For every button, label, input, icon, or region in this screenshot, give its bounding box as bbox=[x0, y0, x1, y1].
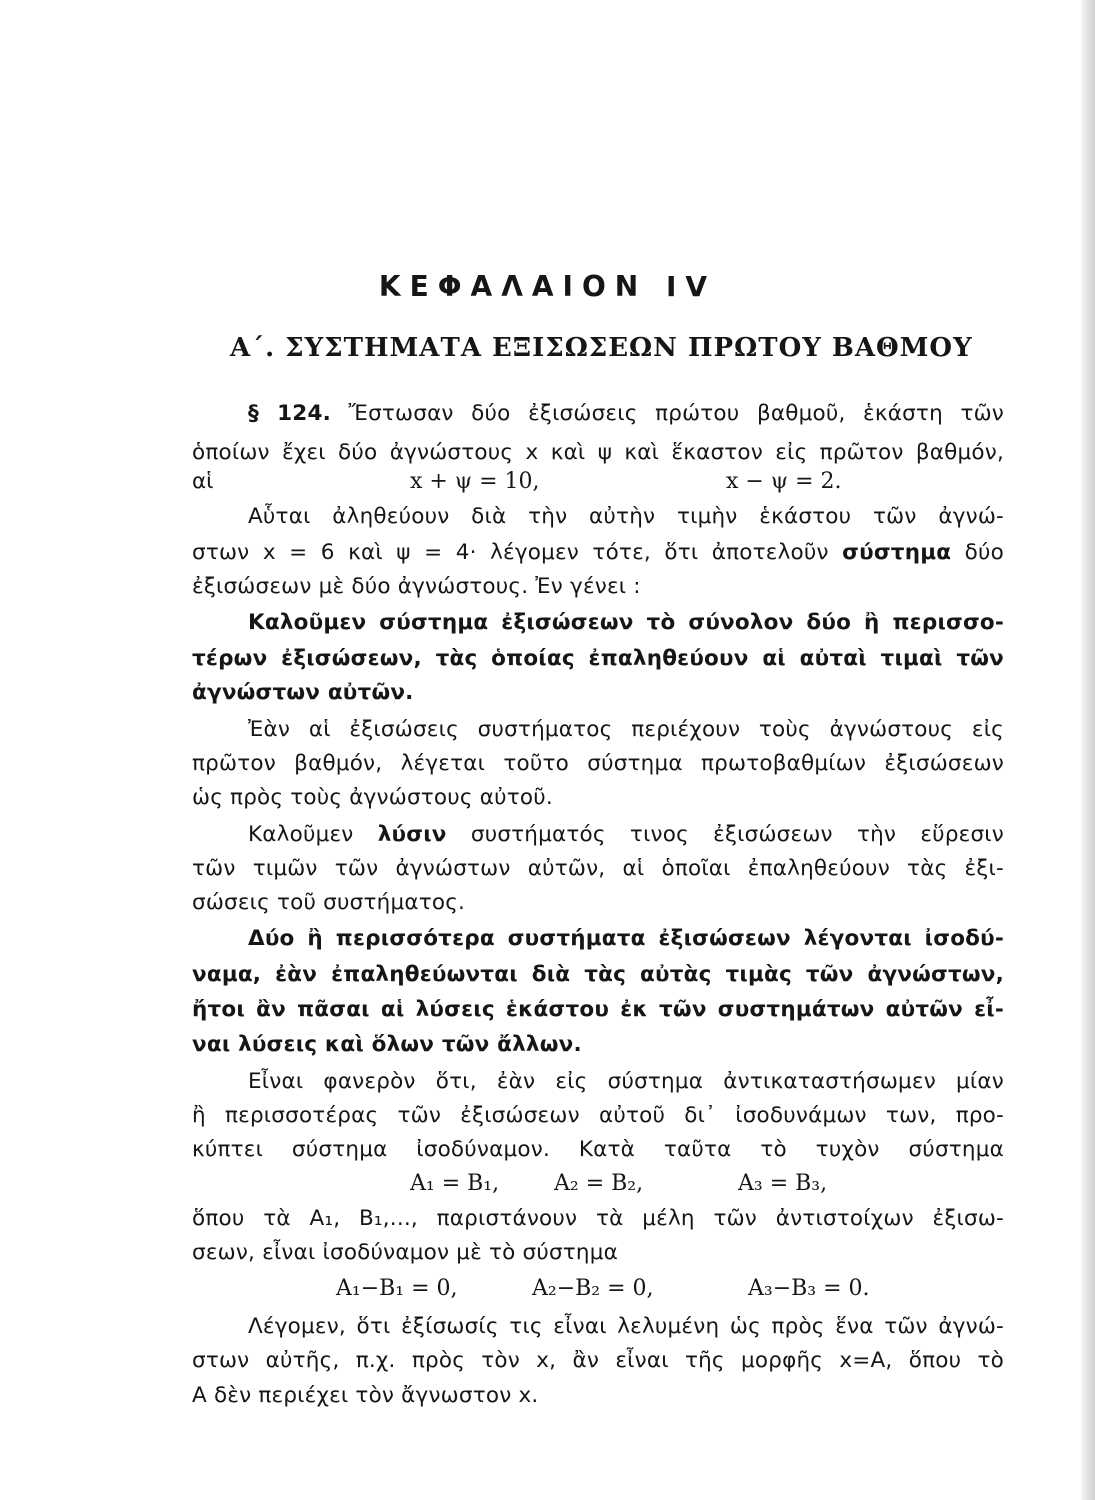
equation-a2-b2: A₂ = B₂, bbox=[554, 1171, 644, 1196]
equation-a3-b3: A₃ = B₃, bbox=[738, 1171, 828, 1196]
paragraph-5-line-4: ὅπου τὰ A₁, B₁,..., παριστάνουν τὰ μέλη τῶν ἀντιστοίχων ἐξισω- bbox=[192, 1206, 1004, 1231]
equation-a1-b1: A₁ = B₁, bbox=[410, 1171, 500, 1196]
paragraph-5-line-3: κύπτει σύστημα ἰσοδύναμον. Κατὰ ταῦτα τὸ τυχὸν σύστημα bbox=[192, 1137, 1004, 1162]
definition-system-line-3: ἀγνώστων αὐτῶν. bbox=[192, 680, 414, 705]
definition-equivalent-line-2: ναμα, ἐὰν ἐπαληθεύωνται διὰ τὰς αὐτὰς τιμὰς τῶν ἀγνώστων, bbox=[192, 962, 1004, 987]
section-number: § 124. bbox=[248, 401, 331, 426]
paragraph-5-line-2: ἢ περισσοτέρας τῶν ἐξισώσεων αὐτοῦ δι᾽ ἰσοδυνάμων των, προ- bbox=[192, 1103, 1004, 1128]
definition-system-line-1: Καλοῦμεν σύστημα ἐξισώσεων τὸ σύνολον δύο ἢ περισσο- bbox=[248, 610, 1004, 635]
paragraph-2-line-2: στων x = 6 καὶ ψ = 4· λέγομεν τότε, ὅτι ἀποτελοῦν σύστημα δύο bbox=[192, 540, 1004, 565]
paragraph-4-line-1: Καλοῦμεν λύσιν συστήματός τινος ἐξισώσεων τὴν εὕρεσιν bbox=[248, 822, 1004, 847]
definition-equivalent-line-4: ναι λύσεις καὶ ὅλων τῶν ἄλλων. bbox=[192, 1032, 582, 1057]
paragraph-5-line-5: σεων, εἶναι ἰσοδύναμον μὲ τὸ σύστημα bbox=[192, 1240, 619, 1265]
paragraph-3-line-1: Ἐὰν αἱ ἐξισώσεις συστήματος περιέχουν τοὺς ἀγνώστους εἰς bbox=[248, 717, 1004, 742]
term-system: σύστημα bbox=[842, 540, 952, 565]
paragraph-3-line-2: πρῶτον βαθμόν, λέγεται τοῦτο σύστημα πρωτοβαθμίων ἐξισώσεων bbox=[192, 751, 1004, 776]
paragraph-124-line-1: § 124. Ἔστωσαν δύο ἐξισώσεις πρώτου βαθμοῦ, ἑκάστη τῶν bbox=[248, 401, 1005, 426]
equation-a1-minus-b1: A₁−B₁ = 0, bbox=[336, 1276, 458, 1301]
definition-system-line-2: τέρων ἐξισώσεων, τὰς ὁποίας ἐπαληθεύουν αἱ αὐταὶ τιμαὶ τῶν bbox=[192, 646, 1004, 671]
equation-a3-minus-b3: A₃−B₃ = 0. bbox=[748, 1276, 870, 1301]
equation-x-plus-psi: x + ψ = 10, bbox=[410, 469, 540, 494]
term-solution: λύσιν bbox=[377, 822, 447, 847]
paragraph-6-line-2: στων αὐτῆς, π.χ. πρὸς τὸν x, ἂν εἶναι τῆς μορφῆς x=A, ὅπου τὸ bbox=[192, 1348, 1004, 1373]
definition-equivalent-line-3: ἤτοι ἂν πᾶσαι αἱ λύσεις ἑκάστου ἐκ τῶν συστημάτων αὐτῶν εἶ- bbox=[192, 997, 1004, 1022]
section-heading: Α΄. ΣΥΣΤΗΜΑΤΑ ΕΞΙΣΩΣΕΩΝ ΠΡΩΤΟΥ ΒΑΘΜΟΥ bbox=[230, 333, 973, 363]
paragraph-4-line-3: σώσεις τοῦ συστήματος. bbox=[192, 890, 466, 915]
paragraph-6-line-1: Λέγομεν, ὅτι ἐξίσωσίς τις εἶναι λελυμένη ὡς πρὸς ἕνα τῶν ἀγνώ- bbox=[248, 1314, 1004, 1339]
paragraph-2-line-1: Αὗται ἀληθεύουν διὰ τὴν αὐτὴν τιμὴν ἑκάστου τῶν ἀγνώ- bbox=[248, 504, 1004, 529]
equation-x-minus-psi: x − ψ = 2. bbox=[726, 469, 842, 494]
paragraph-4-line-2: τῶν τιμῶν τῶν ἀγνώστων αὐτῶν, αἱ ὁποῖαι ἐπαληθεύουν τὰς ἐξι- bbox=[192, 856, 1004, 881]
equation-lead: αἱ bbox=[192, 469, 214, 494]
chapter-heading: ΚΕΦΑΛΑΙΟΝ IV bbox=[378, 270, 717, 303]
paragraph-6-line-3: A δὲν περιέχει τὸν ἄγνωστον x. bbox=[192, 1383, 539, 1408]
paragraph-5-line-1: Εἶναι φανερὸν ὅτι, ἐὰν εἰς σύστημα ἀντικαταστήσωμεν μίαν bbox=[248, 1069, 1004, 1094]
paragraph-2-line-3: ἐξισώσεων μὲ δύο ἀγνώστους. Ἐν γένει : bbox=[192, 574, 641, 599]
paragraph-3-line-3: ὡς πρὸς τοὺς ἀγνώστους αὐτοῦ. bbox=[192, 785, 553, 810]
paragraph-124-line-2: ὁποίων ἔχει δύο ἀγνώστους x καὶ ψ καὶ ἕκαστον εἰς πρῶτον βαθμόν, bbox=[192, 440, 1004, 465]
equation-a2-minus-b2: A₂−B₂ = 0, bbox=[532, 1276, 654, 1301]
definition-equivalent-line-1: Δύο ἢ περισσότερα συστήματα ἐξισώσεων λέγονται ἰσοδύ- bbox=[248, 926, 1004, 951]
